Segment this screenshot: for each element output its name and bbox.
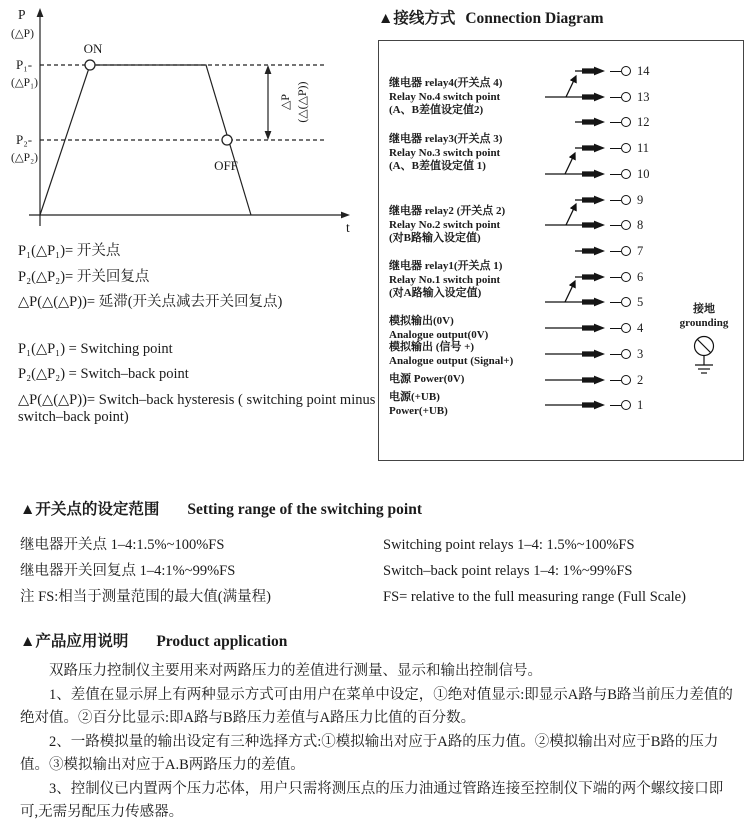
terminal-row	[582, 348, 643, 360]
label-line: 模拟输出 (信号 +)	[389, 341, 475, 353]
label-line: 电源(+UB)	[389, 391, 440, 403]
label-line: 继电器 relay2 (开关点 2)	[389, 205, 506, 217]
terminal-row	[582, 91, 650, 103]
label-line: 继电器 relay3(开关点 3)	[389, 133, 503, 145]
terminal-number: 3	[637, 347, 644, 361]
grounding-label	[672, 303, 736, 330]
terminal-number: 1	[637, 398, 644, 412]
terminal-number: 11	[637, 141, 650, 155]
hysteresis-label-1: △P	[278, 94, 292, 110]
crimp-plug-icon	[582, 169, 610, 179]
definition-en: P₂(△P₂) = Switch–back point	[18, 366, 189, 382]
diagram-title-en: Connection Diagram	[465, 10, 604, 27]
diagram-title-cn: ▲接线方式	[378, 10, 456, 27]
terminal-wire	[610, 380, 621, 381]
terminal-row	[582, 194, 643, 206]
terminal-row	[582, 219, 643, 231]
terminal-row	[582, 245, 643, 257]
terminal-screw	[621, 92, 631, 102]
product-application-title-en: Product application	[156, 633, 288, 650]
spacer	[18, 320, 400, 341]
label-line: (对B路输入设定值)	[389, 232, 481, 244]
product-application-title	[20, 629, 735, 651]
terminal-screw	[621, 117, 631, 127]
crimp-plug-icon	[582, 375, 610, 385]
label-line: (对A路输入设定值)	[389, 287, 482, 299]
terminal-number: 13	[637, 90, 650, 104]
on-label: ON	[83, 41, 103, 56]
application-paragraph: 3、控制仪已内置两个压力芯体，用户只需将测压点的压力油通过管路连接至控制仪下端的两个螺纹接口即可,无需另配压力传感器。	[20, 780, 724, 820]
terminal-screw	[621, 246, 631, 256]
relay1-label	[389, 260, 549, 301]
terminal-row	[582, 271, 643, 283]
terminal-wire	[610, 328, 621, 329]
power-0v-label	[389, 373, 549, 387]
terminal-row	[582, 65, 650, 77]
setting-row-cn: 继电器开关点 1–4:1.5%~100%FS	[20, 537, 225, 553]
terminal-screw	[621, 143, 631, 153]
definition-cn: △P(△(△P))= 延滞(开关点减去开关回复点)	[18, 294, 283, 310]
crimp-plug-icon	[582, 349, 610, 359]
terminal-wire	[610, 97, 621, 98]
terminal-screw	[621, 195, 631, 205]
terminal-screw	[621, 349, 631, 359]
crimp-plug-icon	[582, 323, 610, 333]
label-line: Analogue output(0V)	[389, 328, 489, 341]
terminal-row	[582, 142, 649, 154]
definition-cn: P₂(△P₂)= 开关回复点	[18, 268, 150, 285]
label-line: 模拟输出(0V)	[389, 315, 454, 327]
connection-diagram	[378, 40, 744, 461]
application-paragraph: 2、一路模拟量的输出设定有三种选择方式:①模拟输出对应于A路的压力值。②模拟输出对应于B路的压力值。③模拟输出对应于A.B两路压力的差值。	[20, 733, 719, 773]
setting-row-cn: 注 FS:相当于测量范围的最大值(满量程)	[20, 589, 271, 605]
terminal-wire	[610, 277, 621, 278]
terminal-wire	[610, 71, 621, 72]
crimp-plug-icon	[582, 272, 610, 282]
label-line: Relay No.2 switch point	[389, 218, 501, 231]
setting-row-en: FS= relative to the full measuring range (Full Scale)	[383, 589, 686, 605]
terminal-screw	[621, 400, 631, 410]
definition-en: △P(△(△P))= Switch–back hysteresis ( switching point minus switch–back point)	[18, 391, 376, 425]
terminal-wire	[610, 302, 621, 303]
analogue-signal-label	[389, 341, 549, 368]
connection-diagram-title	[378, 6, 604, 28]
p1-sublabel: (△P₁)	[11, 77, 38, 89]
terminal-number: 5	[637, 295, 644, 309]
label-line: Analogue output (Signal+)	[389, 354, 514, 367]
relay2-label	[389, 205, 549, 246]
label-line: Power(+UB)	[389, 404, 448, 417]
y-axis-sublabel: (△P)	[11, 28, 34, 40]
terminal-screw	[621, 66, 631, 76]
terminal-number: 12	[637, 115, 650, 129]
terminal-screw	[621, 323, 631, 333]
terminal-number: 10	[637, 167, 650, 181]
setting-row-cn: 继电器开关回复点 1–4:1%~99%FS	[20, 563, 236, 579]
terminal-row	[582, 322, 643, 334]
crimp-plug-icon	[582, 117, 610, 127]
on-point-marker	[85, 60, 95, 70]
label-line: (A、B差值设定值2)	[389, 104, 484, 116]
terminal-screw	[621, 375, 631, 385]
switching-point-graph	[10, 2, 362, 242]
p2-label: P₂-	[16, 132, 33, 147]
y-axis-label: P	[18, 7, 26, 22]
label-line: Relay No.4 switch point	[389, 90, 501, 103]
label-line: (A、B差值设定值 1)	[389, 160, 486, 172]
relay3-label	[389, 133, 549, 174]
label-line: Relay No.3 switch point	[389, 146, 501, 159]
terminal-number: 14	[637, 64, 650, 78]
crimp-plug-icon	[582, 195, 610, 205]
application-paragraph: 双路压力控制仪主要用来对两路压力的差值进行测量、显示和输出控制信号。	[49, 663, 542, 679]
terminal-wire	[610, 354, 621, 355]
label-line: 继电器 relay4(开关点 4)	[389, 77, 503, 89]
label-line: 电源 Power(0V)	[389, 373, 465, 385]
terminal-number: 7	[637, 244, 644, 258]
p1-label: P₁-	[16, 57, 33, 72]
off-label: OFF	[214, 158, 238, 173]
product-application-section	[20, 629, 735, 825]
terminal-screw	[621, 220, 631, 230]
terminal-wire	[610, 174, 621, 175]
crimp-plug-icon	[582, 400, 610, 410]
crimp-plug-icon	[582, 143, 610, 153]
terminal-number: 6	[637, 270, 644, 284]
hysteresis-label-2: (△(△P))	[295, 81, 309, 123]
terminal-row	[582, 399, 643, 411]
grounding-label-en: grounding	[679, 316, 729, 329]
grounding-label-cn: 接地	[693, 303, 715, 315]
crimp-plug-icon	[582, 297, 610, 307]
off-point-marker	[222, 135, 232, 145]
terminal-screw	[621, 272, 631, 282]
definition-en: P₁(△P₁) = Switching point	[18, 340, 173, 357]
terminal-screw	[621, 169, 631, 179]
definitions-block	[18, 243, 400, 434]
setting-row-en: Switch–back point relays 1–4: 1%~99%FS	[383, 563, 633, 579]
terminal-row	[582, 296, 643, 308]
terminal-screw	[621, 297, 631, 307]
terminal-row	[582, 116, 650, 128]
relay4-label	[389, 77, 549, 118]
terminal-row	[582, 374, 643, 386]
terminal-wire	[610, 148, 621, 149]
power-ub-label	[389, 391, 549, 418]
terminal-number: 4	[637, 321, 644, 335]
product-application-title-cn: ▲产品应用说明	[20, 633, 129, 650]
setting-range-title	[20, 497, 736, 519]
terminal-wire	[610, 405, 621, 406]
definition-cn: P₁(△P₁)= 开关点	[18, 243, 121, 259]
crimp-plug-icon	[582, 92, 610, 102]
terminal-wire	[610, 251, 621, 252]
p2-sublabel: (△P₂)	[11, 152, 38, 164]
setting-range-section	[20, 497, 736, 610]
setting-range-table	[20, 532, 736, 610]
terminal-wire	[610, 225, 621, 226]
analogue-0v-label	[389, 315, 549, 342]
ground-symbol-icon	[695, 337, 714, 374]
terminal-wire	[610, 122, 621, 123]
application-paragraph: 1、差值在显示屏上有两种显示方式可由用户在菜单中设定，①绝对值显示:即显示A路与B路当前压力差值的绝对值。②百分比显示:即A路与B路压力差值与A路压力比值的百分数。	[20, 686, 733, 726]
setting-row-en: Switching point relays 1–4: 1.5%~100%FS	[383, 537, 635, 553]
crimp-plug-icon	[582, 220, 610, 230]
terminal-row	[582, 168, 650, 180]
setting-range-title-en: Setting range of the switching point	[187, 501, 423, 518]
terminal-number: 2	[637, 373, 644, 387]
terminal-wire	[610, 200, 621, 201]
label-line: 继电器 relay1(开关点 1)	[389, 260, 503, 272]
terminal-number: 9	[637, 193, 644, 207]
label-line: Relay No.1 switch point	[389, 273, 501, 286]
crimp-plug-icon	[582, 246, 610, 256]
crimp-plug-icon	[582, 66, 610, 76]
setting-range-title-cn: ▲开关点的设定范围	[20, 501, 160, 518]
terminal-number: 8	[637, 218, 644, 232]
x-axis-label: t	[346, 220, 350, 235]
